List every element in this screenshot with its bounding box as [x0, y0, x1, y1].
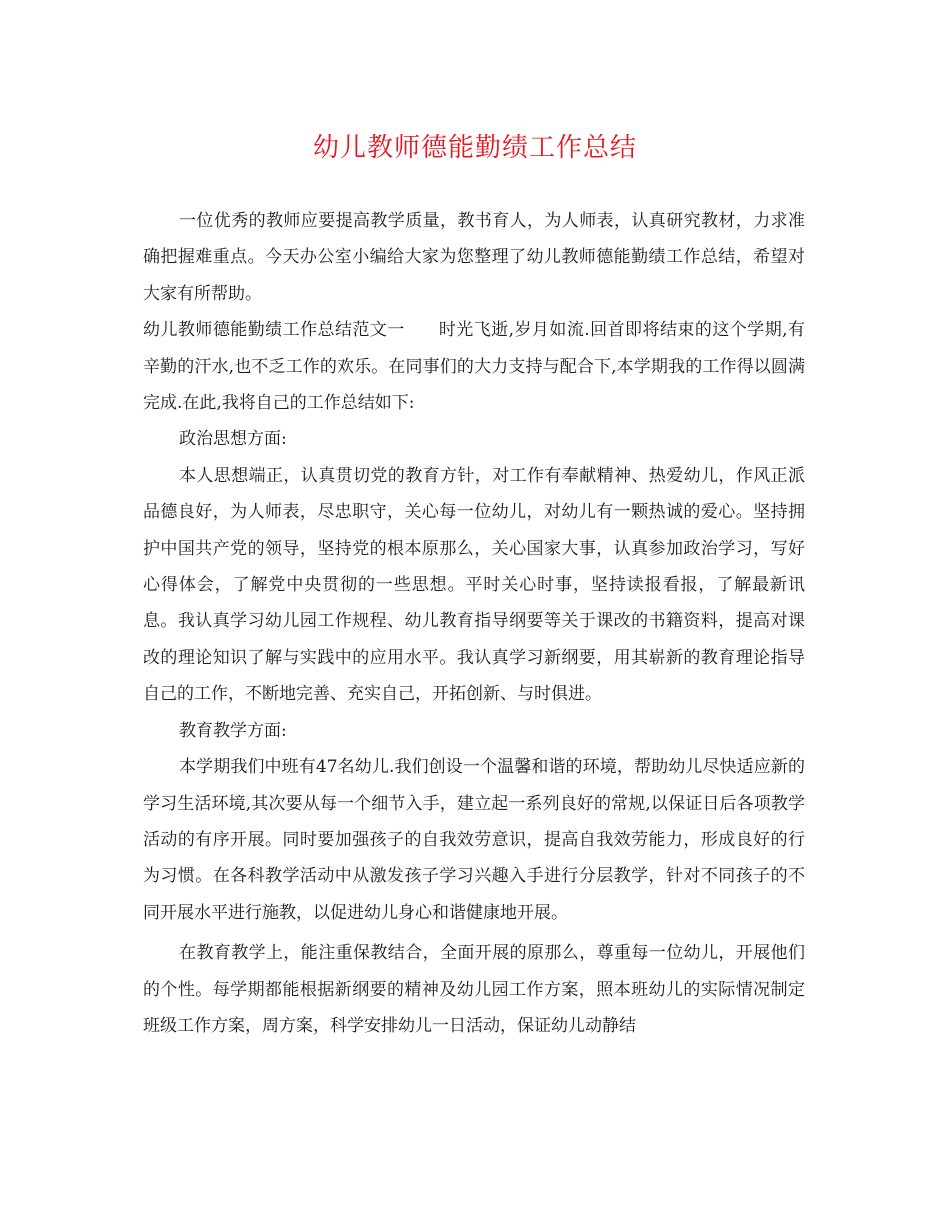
section-heading-teaching: 教育教学方面: — [179, 720, 287, 741]
document-title: 幼儿教师德能勤绩工作总结 — [312, 133, 637, 163]
section-body-teaching-2: 在教育教学上，能注重保教结合，全面开展的原那么，尊重每一位幼儿，开展他们的个性。每学期都能根据新纲要的精神及幼儿园工作方案，照本班幼儿的实际情况制定班级工作方案，周方案，科学安排幼儿一日活动，保证幼儿动静结 — [143, 943, 805, 1036]
document-body — [143, 203, 805, 1044]
intro-paragraph: 一位优秀的教师应要提高教学质量，教书育人，为人师表，认真研究教材，力求准确把握难重点。今天办公室小编给大家为您整理了幼儿教师德能勤绩工作总结，希望对大家有所帮助。 — [143, 211, 805, 304]
section-body-politics: 本人思想端正，认真贯切党的教育方针，对工作有奉献精神、热爱幼儿，作风正派品德良好，为人师表，尽忠职守，关心每一位幼儿，对幼儿有一颗热诚的爱心。坚持拥护中国共产党的领导，坚持党的根本原那么，关心国家大事，认真参加政治学习，写好心得体会，了解党中央贯彻的一些思想。平时关心时事，坚持读报看报，了解最新讯息。我认真学习幼儿园工作规程、幼儿教育指导纲要等关于课改的书籍资料，提高对课改的理论知识了解与实践中的应用水平。我认真学习新纲要，用其崭新的教育理论指导自己的工作，不断地完善、充实自己，开拓创新、与时俱进。 — [143, 465, 805, 705]
sample-opening: 时光飞逝,岁月如流.回首即将结束的这个学期,有辛勤的汗水,也不乏工作的欢乐。在同事们的大力支持与配合下,本学期我的工作得以圆满完成.在此,我将自己的工作总结如下: — [143, 320, 806, 414]
sample-paragraph — [143, 312, 805, 421]
section-body-teaching-1: 本学期我们中班有47名幼儿.我们创设一个温馨和谐的环境，帮助幼儿尽快适应新的学习生活环境,其次要从每一个细节入手，建立起一系列良好的常规,以保证日后各项教学活动的有序开展。同时要加强孩子的自我效劳意识，提高自我效劳能力，形成良好的行为习惯。在各科教学活动中从激发孩子学习兴趣入手进行分层教学，针对不同孩子的不同开展水平进行施教，以促进幼儿身心和谐健康地开展。 — [143, 757, 805, 923]
sample-label: 幼儿教师德能勤绩工作总结范文一 — [143, 320, 405, 341]
section-heading-politics: 政治思想方面: — [179, 429, 287, 450]
